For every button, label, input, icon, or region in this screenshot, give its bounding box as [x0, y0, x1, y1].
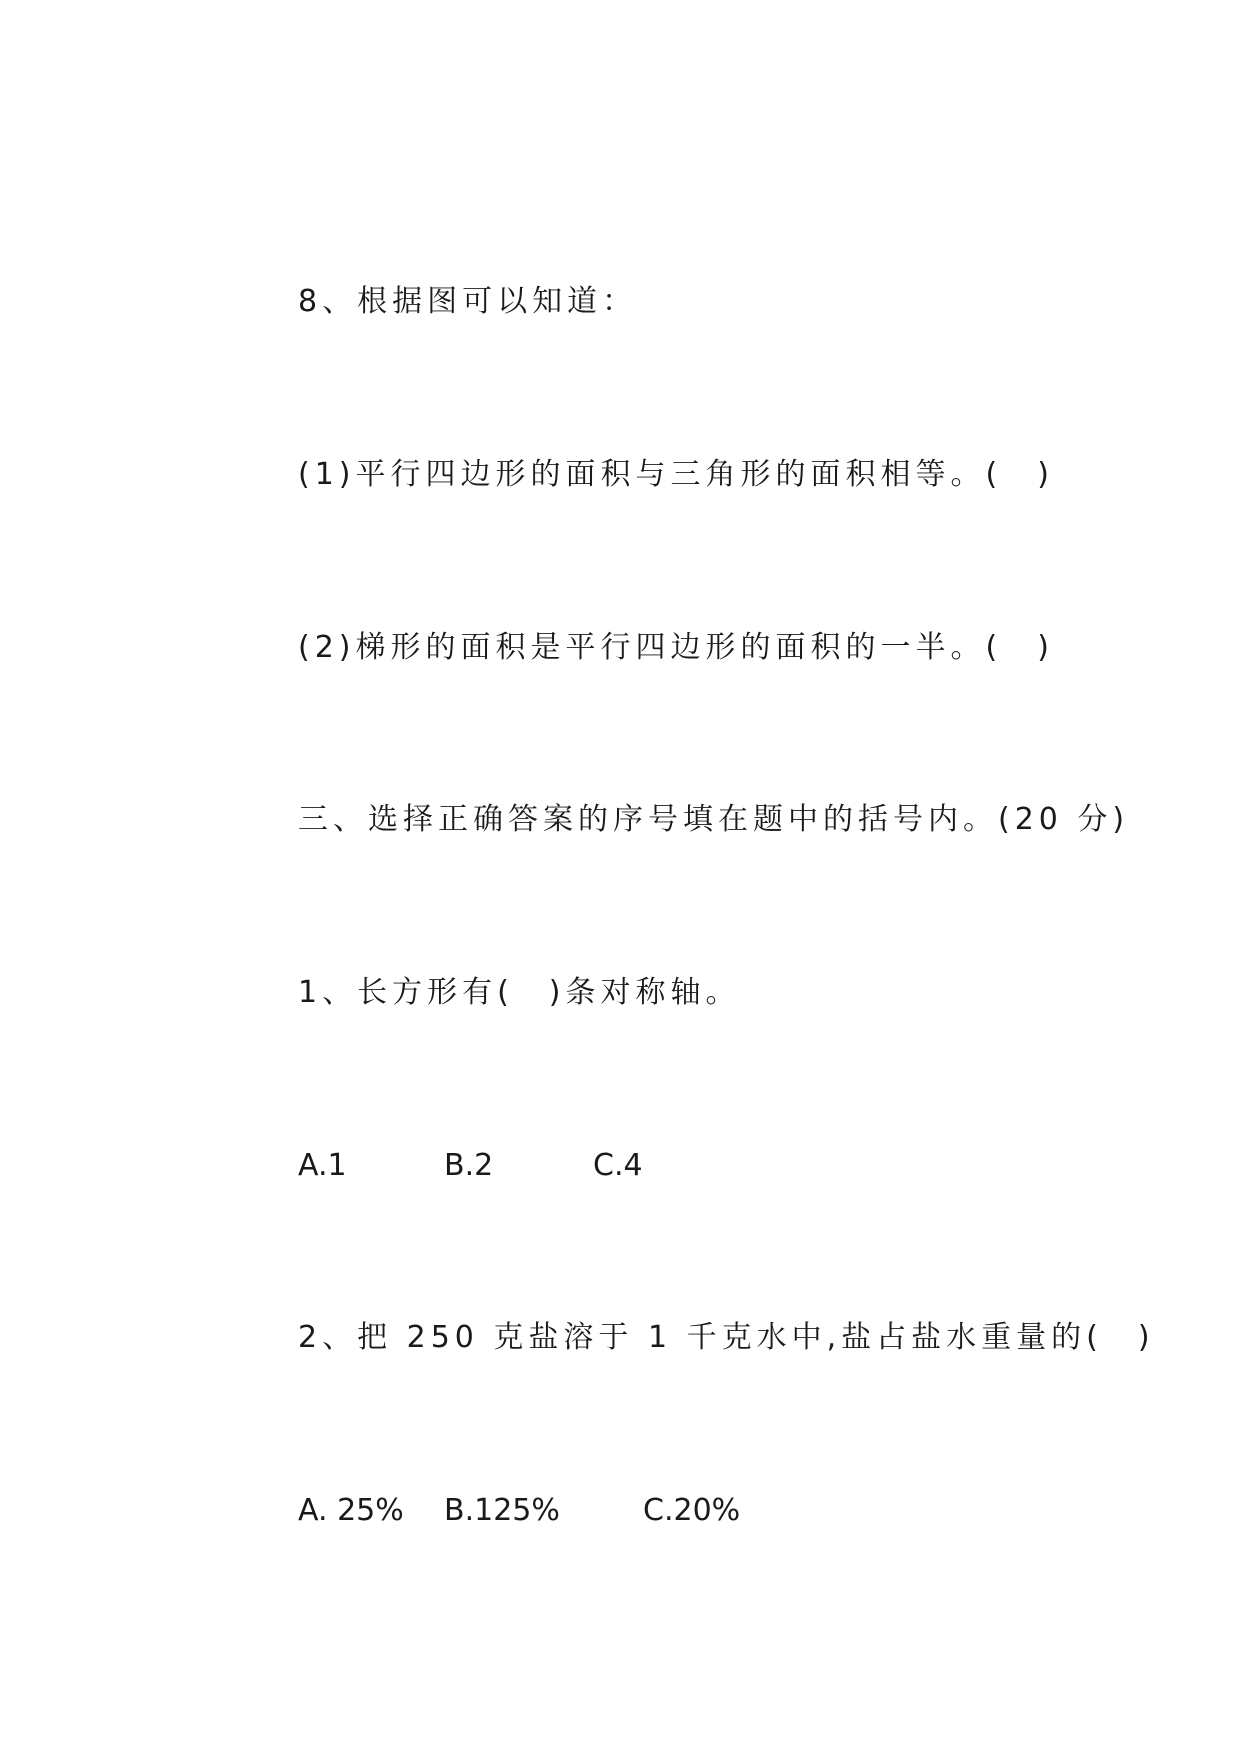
- question-1-text: 1、长方形有( )条对称轴。: [298, 975, 741, 1010]
- section-3-heading: 三、选择正确答案的序号填在题中的括号内。(20 分): [298, 802, 1130, 837]
- question-2-option-b: B.125%: [444, 1493, 560, 1528]
- question-2-option-a: A. 25%: [298, 1493, 404, 1528]
- question-8-item-1: (1)平行四边形的面积与三角形的面积相等。( ): [298, 457, 1054, 492]
- question-1-option-c: C.4: [593, 1148, 643, 1183]
- question-1-option-a: A.1: [298, 1148, 347, 1183]
- question-8-title: 8、根据图可以知道：: [298, 284, 638, 319]
- question-8-item-2: (2)梯形的面积是平行四边形的面积的一半。( ): [298, 630, 1054, 665]
- question-2-option-c: C.20%: [643, 1493, 741, 1528]
- question-1-option-b: B.2: [444, 1148, 494, 1183]
- question-2-text: 2、把 250 克盐溶于 1 千克水中,盐占盐水重量的( ): [298, 1320, 1155, 1355]
